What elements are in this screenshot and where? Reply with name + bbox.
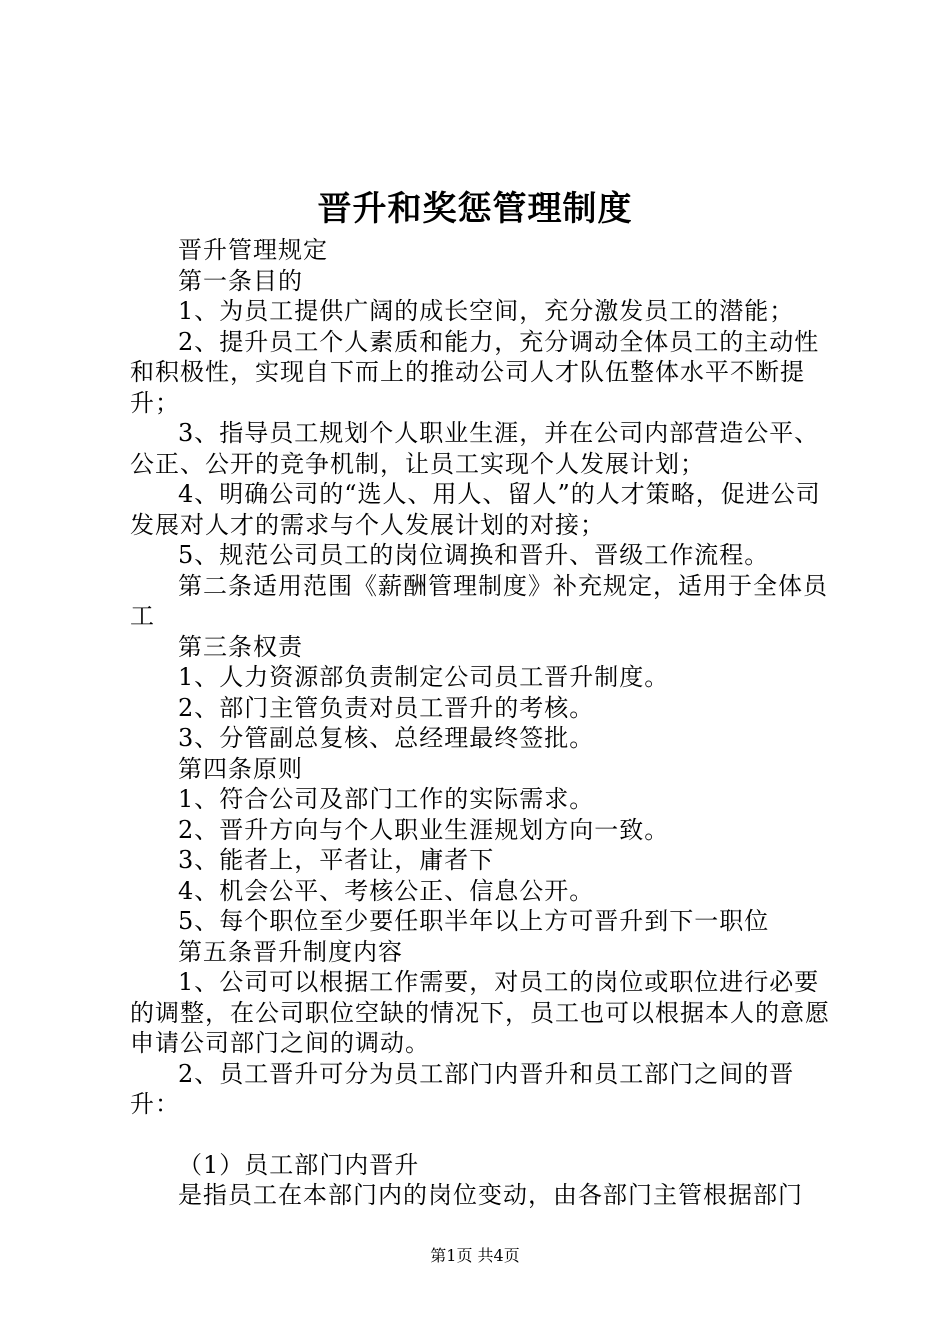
paragraph: 2、提升员工个人素质和能力，充分调动全体员工的主动性和积极性，实现自下而上的推动公司人才队伍整体水平不断提升； [130, 327, 820, 417]
paragraph: 是指员工在本部门内的岗位变动，由各部门主管根据部门 [178, 1181, 803, 1209]
article-heading: 第二条适用范围《薪酬管理制度》补充规定，适用于全体员工 [130, 571, 828, 630]
blank-line [130, 1120, 835, 1150]
sub-heading: （1）员工部门内晋升 [178, 1150, 420, 1179]
paragraph: 5、每个职位至少要任职半年以上方可晋升到下一职位 [178, 907, 770, 935]
paragraph: 4、机会公平、考核公正、信息公开。 [178, 876, 595, 905]
page-number-footer: 第1页 共4页 [430, 1246, 520, 1265]
article-heading: 第三条权责 [178, 632, 303, 661]
paragraph: 3、指导员工规划个人职业生涯，并在公司内部营造公平、公正、公开的竞争机制，让员工实现个人发展计划； [130, 419, 820, 478]
paragraph: 1、为员工提供广阔的成长空间，充分激发员工的潜能； [178, 297, 795, 325]
paragraph: 2、部门主管负责对员工晋升的考核。 [178, 693, 595, 722]
paragraph: 2、员工晋升可分为员工部门内晋升和员工部门之间的晋升： [130, 1059, 795, 1118]
article-heading: 第一条目的 [178, 266, 303, 295]
paragraph: 1、公司可以根据工作需要，对员工的岗位或职位进行必要的调整，在公司职位空缺的情况下，员工也可以根据本人的意愿申请公司部门之间的调动。 [130, 968, 830, 1057]
section-heading: 晋升管理规定 [178, 236, 328, 264]
paragraph: 3、分管副总复核、总经理最终签批。 [178, 724, 595, 752]
document-title: 晋升和奖惩管理制度 [317, 189, 633, 229]
document-body [130, 235, 835, 1211]
paragraph: 3、能者上，平者让，庸者下 [178, 846, 495, 874]
paragraph: 5、规范公司员工的岗位调换和晋升、晋级工作流程。 [178, 541, 770, 569]
paragraph: 1、符合公司及部门工作的实际需求。 [178, 785, 595, 813]
article-heading: 第四条原则 [178, 754, 303, 783]
paragraph: 4、明确公司的“选人、用人、留人”的人才策略，促进公司发展对人才的需求与个人发展计划的对接； [130, 480, 821, 539]
paragraph: 1、人力资源部负责制定公司员工晋升制度。 [178, 663, 670, 691]
paragraph: 2、晋升方向与个人职业生涯规划方向一致。 [178, 815, 670, 844]
article-heading: 第五条晋升制度内容 [178, 937, 403, 966]
